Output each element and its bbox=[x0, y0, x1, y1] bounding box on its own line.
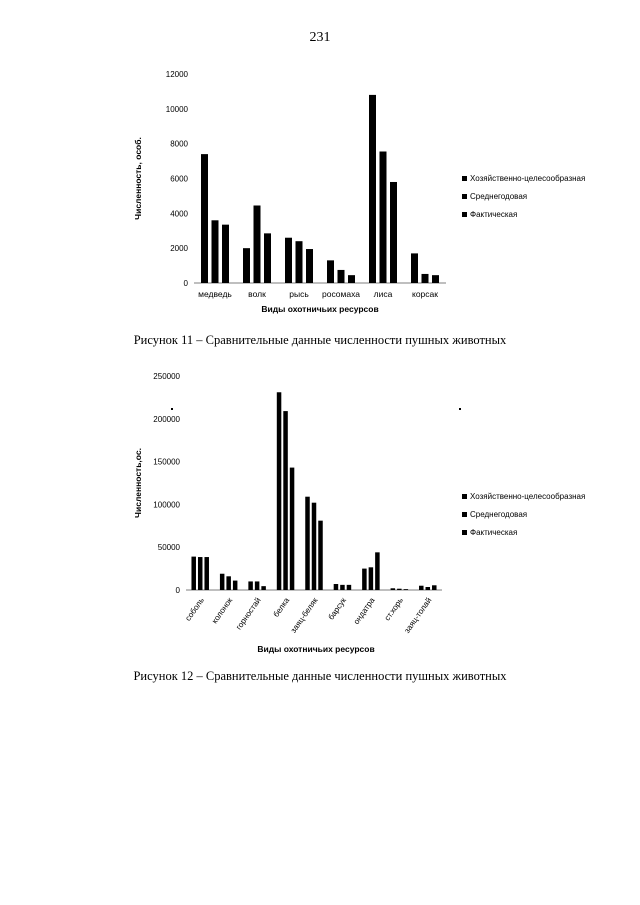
bar-3 bbox=[233, 581, 238, 590]
bar-1 bbox=[191, 557, 196, 590]
x-tick-label: волк bbox=[248, 289, 266, 299]
bar-1 bbox=[362, 569, 367, 590]
y-tick-label: 8000 bbox=[170, 139, 188, 149]
x-tick-label: ондатра bbox=[351, 595, 377, 627]
bar-3 bbox=[261, 586, 266, 590]
legend-swatch bbox=[462, 494, 467, 499]
x-tick-label: заяц-толай bbox=[402, 595, 434, 635]
bar-3 bbox=[390, 182, 397, 283]
bar-2 bbox=[212, 220, 219, 283]
figure-12-caption: Рисунок 12 – Сравнительные данные численности пушных животных bbox=[133, 669, 507, 683]
bar-1 bbox=[277, 392, 282, 590]
x-axis-title: Виды охотничьих ресурсов bbox=[261, 304, 379, 314]
y-tick-label: 200000 bbox=[153, 414, 180, 424]
bar-2 bbox=[338, 270, 345, 283]
legend-label: Фактическая bbox=[470, 528, 518, 537]
bar-2 bbox=[369, 567, 374, 590]
x-tick-label: медведь bbox=[198, 289, 232, 299]
y-tick-label: 0 bbox=[175, 586, 180, 595]
y-tick-label: 10000 bbox=[165, 104, 188, 114]
bar-2 bbox=[426, 587, 431, 590]
bar-1 bbox=[391, 588, 396, 590]
page-number: 231 bbox=[309, 30, 331, 45]
x-axis-title: Виды охотничьих ресурсов bbox=[257, 644, 375, 654]
bar-2 bbox=[422, 274, 429, 283]
bar-2 bbox=[283, 411, 288, 590]
bar-2 bbox=[340, 585, 345, 590]
y-tick-label: 4000 bbox=[170, 209, 188, 219]
legend-swatch bbox=[462, 530, 467, 535]
x-tick-label: ст.хорь bbox=[382, 595, 405, 623]
bar-2 bbox=[255, 581, 260, 590]
y-tick-label: 100000 bbox=[153, 500, 180, 510]
bar-2 bbox=[296, 241, 303, 283]
legend-label: Хозяйственно-целесообразная bbox=[470, 492, 586, 501]
bar-3 bbox=[432, 585, 437, 590]
y-tick-label: 150000 bbox=[153, 457, 180, 467]
y-tick-label: 0 bbox=[183, 279, 188, 288]
x-tick-label: росомаха bbox=[322, 289, 360, 299]
bar-1 bbox=[243, 248, 250, 283]
bar-3 bbox=[375, 552, 380, 590]
chart-figure-12 bbox=[0, 360, 640, 660]
legend-label: Среднегодовая bbox=[470, 510, 528, 519]
bar-1 bbox=[201, 154, 208, 283]
bar-3 bbox=[264, 233, 271, 283]
x-tick-label: колонок bbox=[210, 595, 235, 626]
x-tick-label: корсак bbox=[412, 289, 438, 299]
bar-1 bbox=[285, 238, 292, 283]
bar-3 bbox=[404, 589, 409, 590]
bar-3 bbox=[432, 275, 439, 283]
y-axis-title: Численность, особ. bbox=[133, 137, 143, 220]
legend-label: Фактическая bbox=[470, 210, 518, 219]
y-tick-label: 50000 bbox=[157, 543, 180, 553]
legend-swatch bbox=[462, 512, 467, 517]
y-tick-label: 6000 bbox=[170, 174, 188, 184]
bar-3 bbox=[318, 521, 323, 590]
legend-swatch bbox=[462, 176, 467, 181]
bar-1 bbox=[334, 584, 339, 590]
x-tick-label: белка bbox=[271, 595, 292, 619]
bar-3 bbox=[347, 585, 352, 590]
bar-1 bbox=[220, 574, 225, 590]
bar-2 bbox=[254, 205, 261, 283]
bar-1 bbox=[411, 253, 418, 283]
bar-2 bbox=[397, 589, 402, 590]
legend-label: Хозяйственно-целесообразная bbox=[470, 174, 586, 183]
figure-11-caption: Рисунок 11 – Сравнительные данные численности пушных животных bbox=[133, 333, 507, 347]
legend-swatch bbox=[462, 212, 467, 217]
bar-1 bbox=[327, 260, 334, 283]
y-tick-label: 12000 bbox=[165, 70, 188, 79]
bar-1 bbox=[305, 497, 310, 590]
x-tick-label: заяц-беляк bbox=[288, 595, 320, 635]
bar-2 bbox=[226, 576, 231, 590]
x-tick-label: соболь bbox=[183, 595, 206, 623]
bar-2 bbox=[312, 503, 317, 590]
x-tick-label: горностай bbox=[234, 595, 263, 632]
bar-3 bbox=[204, 557, 209, 590]
bar-2 bbox=[380, 152, 387, 283]
y-tick-label: 250000 bbox=[153, 372, 180, 381]
bar-1 bbox=[369, 95, 376, 283]
legend-swatch bbox=[462, 194, 467, 199]
bar-1 bbox=[419, 586, 424, 590]
bar-3 bbox=[348, 275, 355, 283]
x-tick-label: рысь bbox=[289, 289, 309, 299]
bar-3 bbox=[290, 468, 295, 590]
bar-1 bbox=[248, 581, 253, 590]
x-tick-label: лиса bbox=[373, 289, 393, 299]
bar-2 bbox=[198, 557, 203, 590]
bar-3 bbox=[222, 225, 229, 283]
x-tick-label: барсук bbox=[326, 595, 349, 622]
y-axis-title: Численность,ос. bbox=[133, 448, 143, 518]
legend-label: Среднегодовая bbox=[470, 192, 528, 201]
bar-3 bbox=[306, 249, 313, 283]
chart-figure-11 bbox=[0, 0, 640, 330]
y-tick-label: 2000 bbox=[170, 244, 188, 254]
